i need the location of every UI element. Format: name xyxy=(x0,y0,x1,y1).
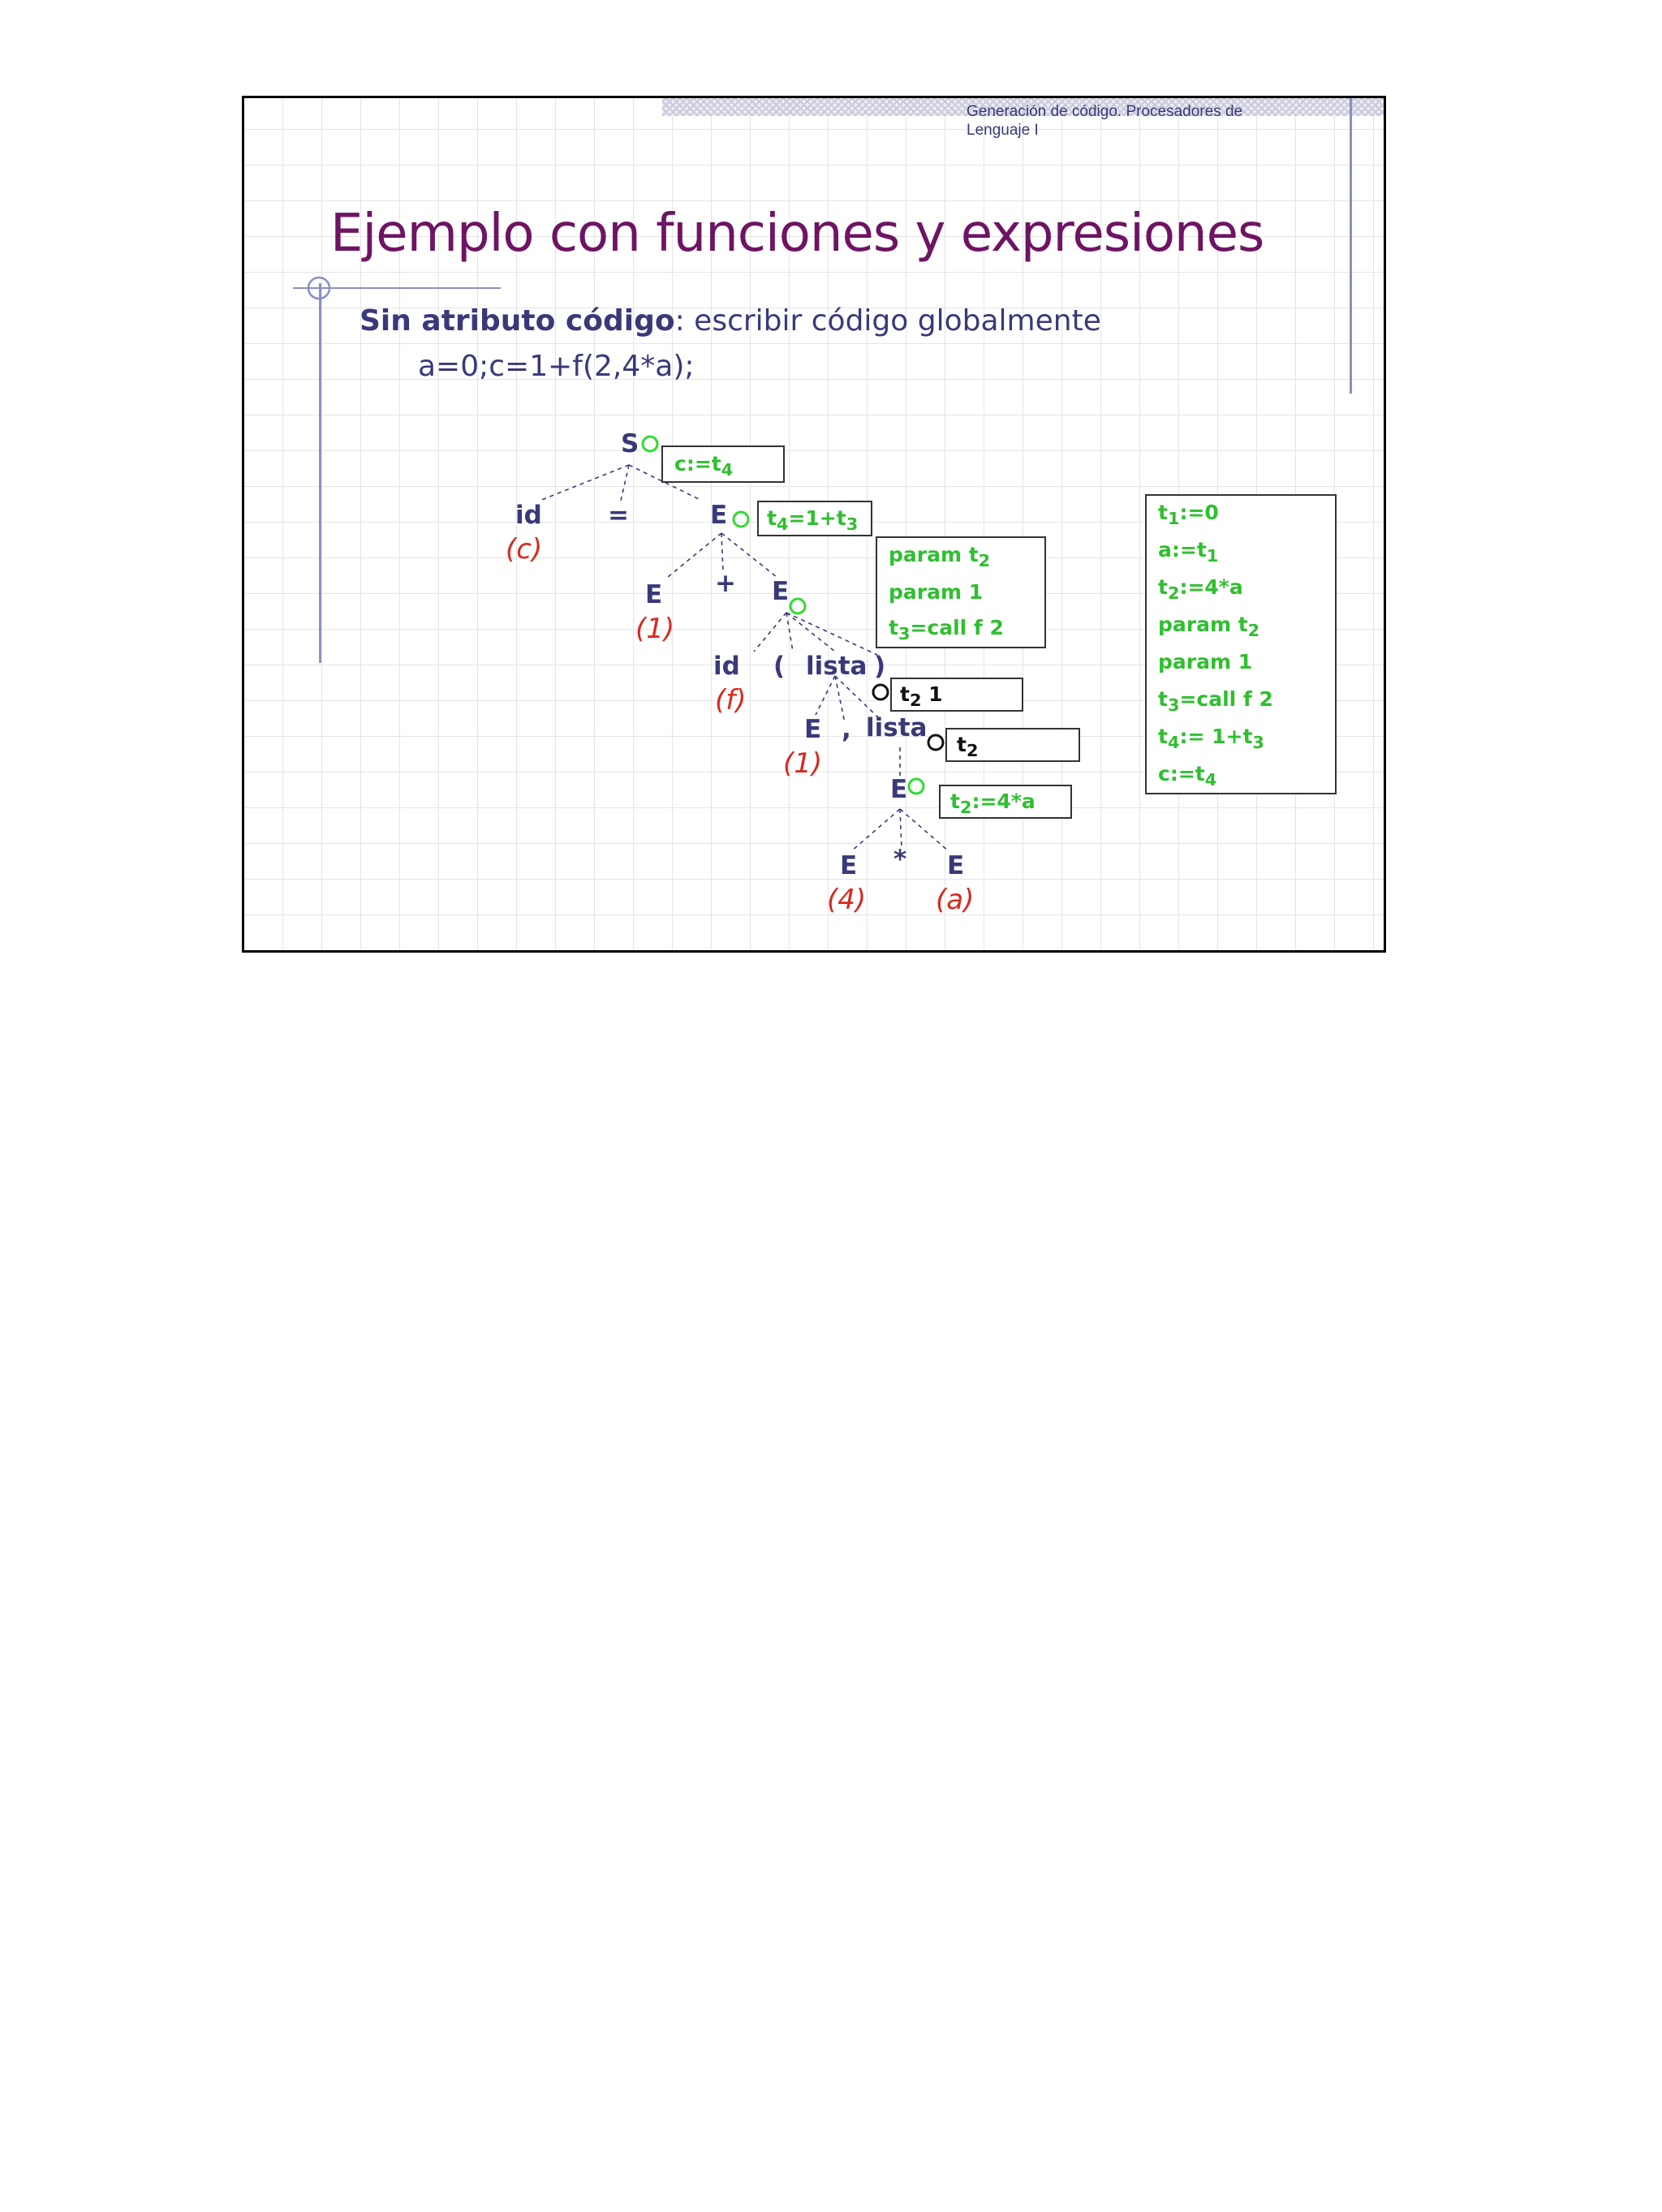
code-line-1: $t_1:=0$ xyxy=(1158,501,1219,528)
edge-call-id xyxy=(754,613,786,652)
box-lista-inner-sub: 2 xyxy=(966,741,979,760)
source-expression: a=0;c=1+f(2,4*a); xyxy=(418,350,695,383)
edge-lista-lista xyxy=(835,676,879,718)
box-lista-top-sub: 2 xyxy=(909,691,922,710)
code-line-6: $t_3=call$ f 2 xyxy=(1158,687,1273,715)
node-lista-top: lista xyxy=(806,652,868,681)
box-call-l1-sub: 2 xyxy=(978,551,991,570)
marker-s xyxy=(643,437,657,451)
box-s-text: c:=t xyxy=(674,452,721,476)
node-eq: = xyxy=(608,501,629,530)
value-c: (c) xyxy=(506,533,543,566)
box-s-code xyxy=(661,445,785,483)
node-e-call: E xyxy=(772,577,790,606)
marker-e-call xyxy=(790,599,805,613)
edge-mul-e xyxy=(851,809,900,851)
marker-lista-top xyxy=(873,685,888,699)
box-lista-top-rest: 1 xyxy=(921,682,943,706)
code-line-2: $a:=t_1$ xyxy=(1158,538,1219,566)
node-e-4: E xyxy=(840,851,858,880)
node-e-mul: E xyxy=(890,775,908,804)
code-line-4: param $t_2$ xyxy=(1158,613,1260,640)
box-e-top-sub1: 4 xyxy=(776,514,789,534)
box-call-l1: param t xyxy=(889,543,979,566)
box-call-l3-sub: 3 xyxy=(898,624,911,643)
edge-call-lparen xyxy=(786,613,793,652)
box-e-mul-rest: :=4*a xyxy=(971,790,1036,813)
node-star: * xyxy=(893,845,907,874)
edge-e-e xyxy=(668,533,721,577)
box-call-l3-t: t xyxy=(889,616,898,639)
value-a: (a) xyxy=(936,884,975,916)
box-e-top-t: t xyxy=(767,506,777,530)
box-call xyxy=(876,536,1046,648)
header-line-2: Lenguaje I xyxy=(967,122,1039,139)
box-s-sub: 4 xyxy=(721,460,734,480)
value-1-arg: (1) xyxy=(783,747,823,780)
node-plus: + xyxy=(715,569,736,598)
box-e-top-sub2: 3 xyxy=(846,514,859,534)
node-lista-inner: lista xyxy=(866,713,928,742)
box-lista-top xyxy=(890,678,1023,712)
node-e-top: E xyxy=(710,501,728,530)
node-s: S xyxy=(621,429,639,458)
code-line-5: param 1 xyxy=(1158,650,1253,673)
box-lista-top-t: t xyxy=(900,682,910,706)
edge-e-plus xyxy=(721,533,723,572)
node-e-a: E xyxy=(947,851,965,880)
subtitle-bold: Sin atributo código xyxy=(360,304,675,338)
code-listing-box xyxy=(1145,494,1337,794)
box-e-top xyxy=(757,501,872,536)
value-4: (4) xyxy=(827,884,867,916)
marker-e-mul xyxy=(909,779,924,794)
edge-mul-star xyxy=(900,809,902,848)
edge-s-eq xyxy=(621,465,629,501)
code-line-3: $t_2:=4*a$ xyxy=(1158,575,1243,603)
page-title: Ejemplo con funciones y expresiones xyxy=(330,204,1264,264)
node-lparen: ( xyxy=(773,652,786,681)
box-e-mul-t: t xyxy=(950,790,960,813)
node-e-left: E xyxy=(645,580,663,609)
marker-lista-inner xyxy=(928,735,943,750)
box-call-l2: param 1 xyxy=(889,580,984,604)
header-line-1: Generación de código. Procesadores de xyxy=(967,103,1243,120)
code-line-8: $c:=t_4$ xyxy=(1158,762,1217,790)
marker-e-top xyxy=(734,512,748,527)
box-e-mul-sub: 2 xyxy=(959,798,972,817)
value-f: (f) xyxy=(715,684,747,717)
box-e-top-mid: =1+t xyxy=(788,506,846,530)
node-id: id xyxy=(515,501,542,530)
box-lista-inner-t: t xyxy=(957,733,967,756)
edge-call-lista xyxy=(786,613,835,652)
value-1: (1) xyxy=(635,613,675,645)
edge-lista-e xyxy=(816,676,835,715)
code-line-7: $t_4:= 1+t_3$ xyxy=(1158,725,1264,752)
node-e-arg1: E xyxy=(804,715,822,744)
box-e-mul xyxy=(939,785,1072,819)
node-id-f: id xyxy=(713,652,740,681)
subtitle-rest: : escribir código globalmente xyxy=(674,304,1101,338)
edge-s-id xyxy=(540,465,629,501)
slide xyxy=(242,96,1386,953)
node-rparen: ) xyxy=(874,652,886,681)
node-comma: , xyxy=(842,715,851,744)
box-call-l3-rest: =call f 2 xyxy=(910,616,1004,639)
box-lista-inner xyxy=(945,728,1080,762)
